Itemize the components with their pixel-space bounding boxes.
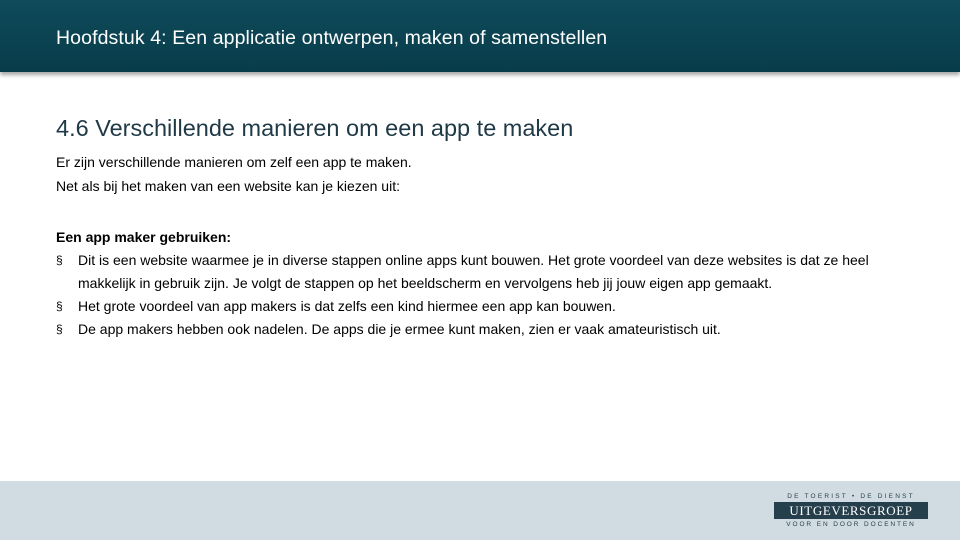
list-item: [56, 249, 896, 295]
section-title: 4.6 Verschillende manieren om een app te maken: [56, 115, 574, 141]
header-bar: [0, 0, 960, 72]
list-item: [56, 318, 896, 341]
bullet-icon: §: [56, 253, 63, 267]
chapter-title: Hoofdstuk 4: Een applicatie ontwerpen, maken of samenstellen: [56, 27, 608, 49]
content-block: [56, 226, 896, 341]
intro-text: [56, 150, 412, 198]
bullet-list: [56, 249, 896, 341]
intro-line: Net als bij het maken van een website kan je kiezen uit:: [56, 178, 400, 194]
publisher-logo: [774, 492, 928, 530]
list-item-text: De app makers hebben ook nadelen. De apps die je ermee kunt maken, zien er vaak amateuristisch uit.: [78, 321, 721, 337]
list-item-text: Dit is een website waarmee je in diverse stappen online apps kunt bouwen. Het grote voordeel van deze websites is dat ze heel makkelijk in gebruik zijn. Je volgt de stappen op het beeldscherm en vervolgens heb jij jouw eigen app gemaakt.: [78, 252, 869, 291]
intro-line: Er zijn verschillende manieren om zelf een app te maken.: [56, 154, 412, 170]
logo-bottom-text: VOOR EN DOOR DOCENTEN: [786, 521, 916, 528]
bullet-icon: §: [56, 299, 63, 313]
logo-top-text: DE TOERIST • DE DIENST: [787, 493, 915, 500]
list-item-text: Het grote voordeel van app makers is dat zelfs een kind hiermee een app kan bouwen.: [78, 298, 616, 314]
subheading: Een app maker gebruiken:: [56, 229, 232, 245]
list-item: [56, 295, 896, 318]
logo-main-text: UITGEVERSGROEP: [774, 502, 928, 519]
bullet-icon: §: [56, 322, 63, 336]
